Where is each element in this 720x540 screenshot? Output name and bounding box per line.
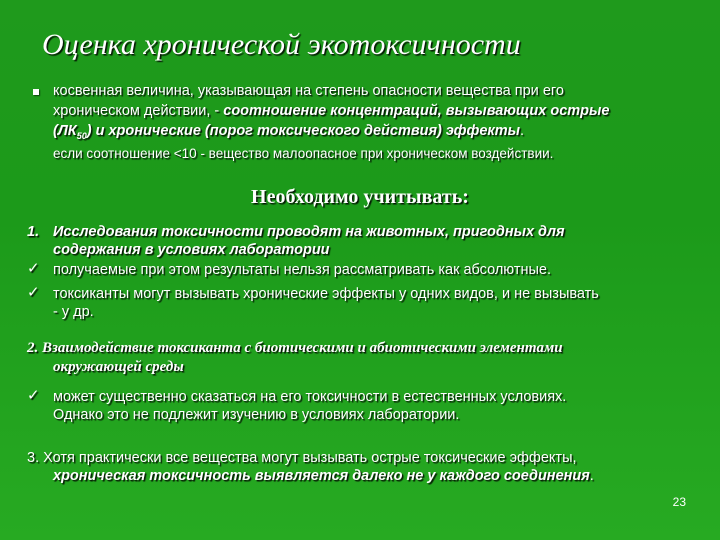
- item3-line-2: [53, 466, 594, 486]
- item3-line-2-emph: хроническая токсичность выявляется далеко не у каждого соединения: [53, 468, 590, 484]
- intro-note: если соотношение <10 - вещество малоопасное при хроническом воздействии.: [53, 146, 554, 161]
- checkmark-icon: ✓: [27, 284, 40, 301]
- intro-line-1: косвенная величина, указывающая на степень опасности вещества при его: [53, 83, 564, 99]
- page-number: 23: [672, 495, 686, 509]
- intro-line-3-b: ) и хронические (порог токсического действия) эффекты: [86, 123, 521, 139]
- section-heading: Необходимо учитывать:: [251, 186, 469, 208]
- intro-line-3: [53, 121, 524, 146]
- intro-line-2-emph: соотношение концентраций, вызывающих острые: [223, 103, 610, 119]
- item1-line-2: содержания в условиях лаборатории: [53, 242, 330, 258]
- item3-line-2-end: .: [589, 468, 594, 484]
- checkmark-icon: ✓: [27, 387, 40, 404]
- item2-check-line-1: может существенно сказаться на его токсичности в естественных условиях.: [53, 389, 567, 405]
- item1-check-2-line-1: токсиканты могут вызывать хронические эффекты у одних видов, и не вызывать: [53, 286, 599, 302]
- item1-line-1: Исследования токсичности проводят на животных, пригодных для: [53, 224, 565, 240]
- item2-line-2: окружающей среды: [53, 359, 184, 375]
- item1-number: 1.: [27, 224, 40, 240]
- square-bullet-icon: [33, 89, 39, 95]
- intro-line-2-plain: хроническом действии, -: [53, 103, 224, 119]
- item3-line-1: 3. Хотя практически все вещества могут вызывать острые токсические эффекты,: [27, 450, 577, 466]
- item1-check-1: получаемые при этом результаты нельзя рассматривать как абсолютные.: [53, 262, 551, 278]
- item2-line-1: 2. Взаимодействие токсиканта с биотическими и абиотическими элементами: [27, 340, 563, 356]
- item1-check-2-line-2: - у др.: [53, 304, 94, 320]
- intro-line-2: [53, 101, 610, 121]
- intro-line-3-a: (ЛК: [53, 123, 77, 139]
- intro-line-3-c: .: [520, 123, 525, 139]
- checkmark-icon: ✓: [27, 260, 40, 277]
- intro-line-3-sub: 50: [76, 130, 87, 141]
- item2-check-line-2: Однако это не подлежит изучению в условиях лаборатории.: [53, 407, 460, 423]
- page-title: Оценка хронической экотоксичности: [42, 28, 521, 61]
